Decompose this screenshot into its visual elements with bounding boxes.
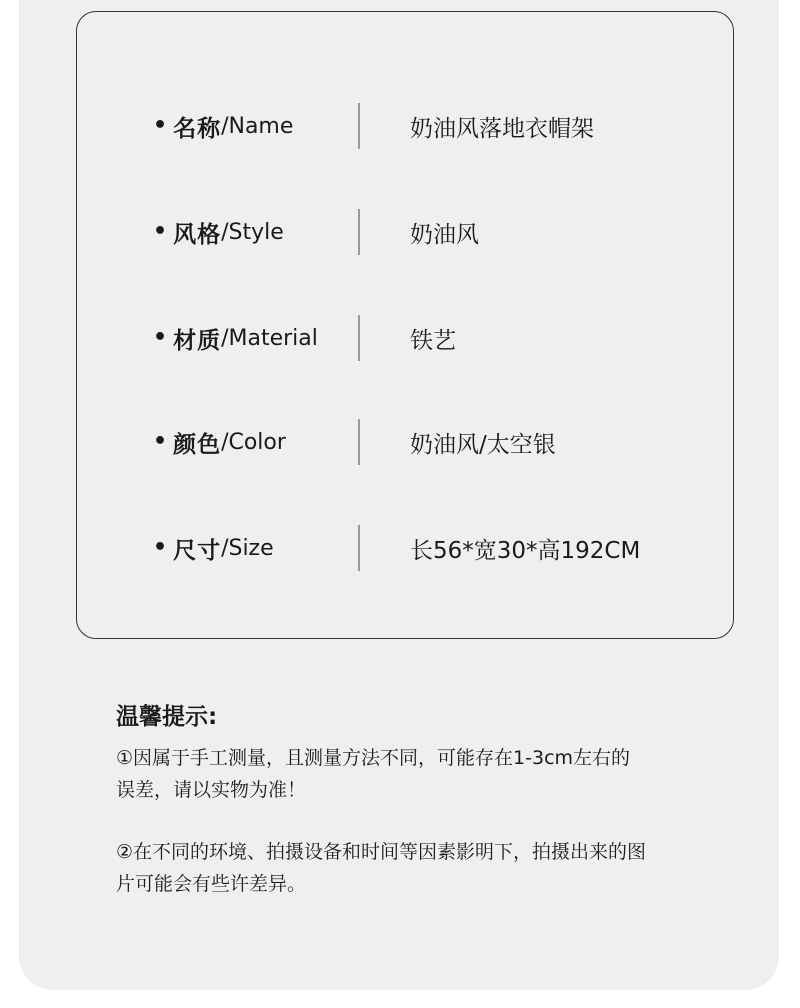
note-line: 误差，请以实物为准！ — [116, 779, 307, 801]
spec-row-size — [77, 525, 733, 571]
spec-label-en: Color — [228, 429, 286, 455]
spec-row-material — [77, 315, 733, 361]
spec-label — [153, 209, 284, 255]
spec-label-en: Material — [228, 325, 318, 351]
bullet-icon: • — [153, 219, 168, 244]
spec-label-separator: / — [221, 325, 229, 351]
vertical-divider — [358, 419, 360, 465]
spec-row-color — [77, 419, 733, 465]
note-item — [116, 742, 736, 806]
bullet-icon: • — [153, 429, 168, 454]
spec-label-en: Size — [228, 535, 274, 561]
bullet-icon: • — [153, 535, 168, 560]
spec-label-en: Name — [228, 113, 294, 139]
spec-label-cn: 名称 — [173, 115, 222, 142]
spec-label-cn: 颜色 — [173, 431, 222, 458]
spec-label-separator: / — [221, 535, 229, 561]
bullet-icon: • — [153, 325, 168, 350]
bullet-icon: • — [153, 113, 168, 138]
note-line: 片可能会有些许差异。 — [116, 873, 307, 895]
notes-title: 温馨提示: — [116, 704, 218, 730]
spec-row-name — [77, 103, 733, 149]
vertical-divider — [358, 525, 360, 571]
spec-value: 奶油风落地衣帽架 — [410, 115, 594, 142]
notes-section — [116, 700, 736, 900]
spec-label — [153, 103, 293, 149]
spec-value: 奶油风/太空银 — [410, 431, 556, 458]
spec-label — [153, 525, 274, 571]
vertical-divider — [358, 209, 360, 255]
spec-label-separator: / — [221, 219, 229, 245]
note-line: ①因属于手工测量，且测量方法不同，可能存在1-3cm左右的 — [116, 747, 631, 769]
spec-label-en: Style — [228, 219, 284, 245]
spec-row-style — [77, 209, 733, 255]
spec-value: 奶油风 — [410, 221, 479, 248]
spec-label-cn: 材质 — [173, 327, 222, 354]
spec-card — [76, 11, 734, 639]
vertical-divider — [358, 103, 360, 149]
note-line: ②在不同的环境、拍摄设备和时间等因素影明下，拍摄出来的图 — [116, 841, 647, 863]
spec-label-separator: / — [221, 429, 229, 455]
spec-value: 长56*宽30*高192CM — [410, 537, 641, 564]
vertical-divider — [358, 315, 360, 361]
spec-value: 铁艺 — [410, 327, 456, 354]
spec-label-separator: / — [221, 113, 229, 139]
note-item — [116, 836, 736, 900]
spec-label-cn: 风格 — [173, 221, 222, 248]
spec-label — [153, 315, 318, 361]
spec-label-cn: 尺寸 — [173, 537, 222, 564]
spec-label — [153, 419, 286, 465]
